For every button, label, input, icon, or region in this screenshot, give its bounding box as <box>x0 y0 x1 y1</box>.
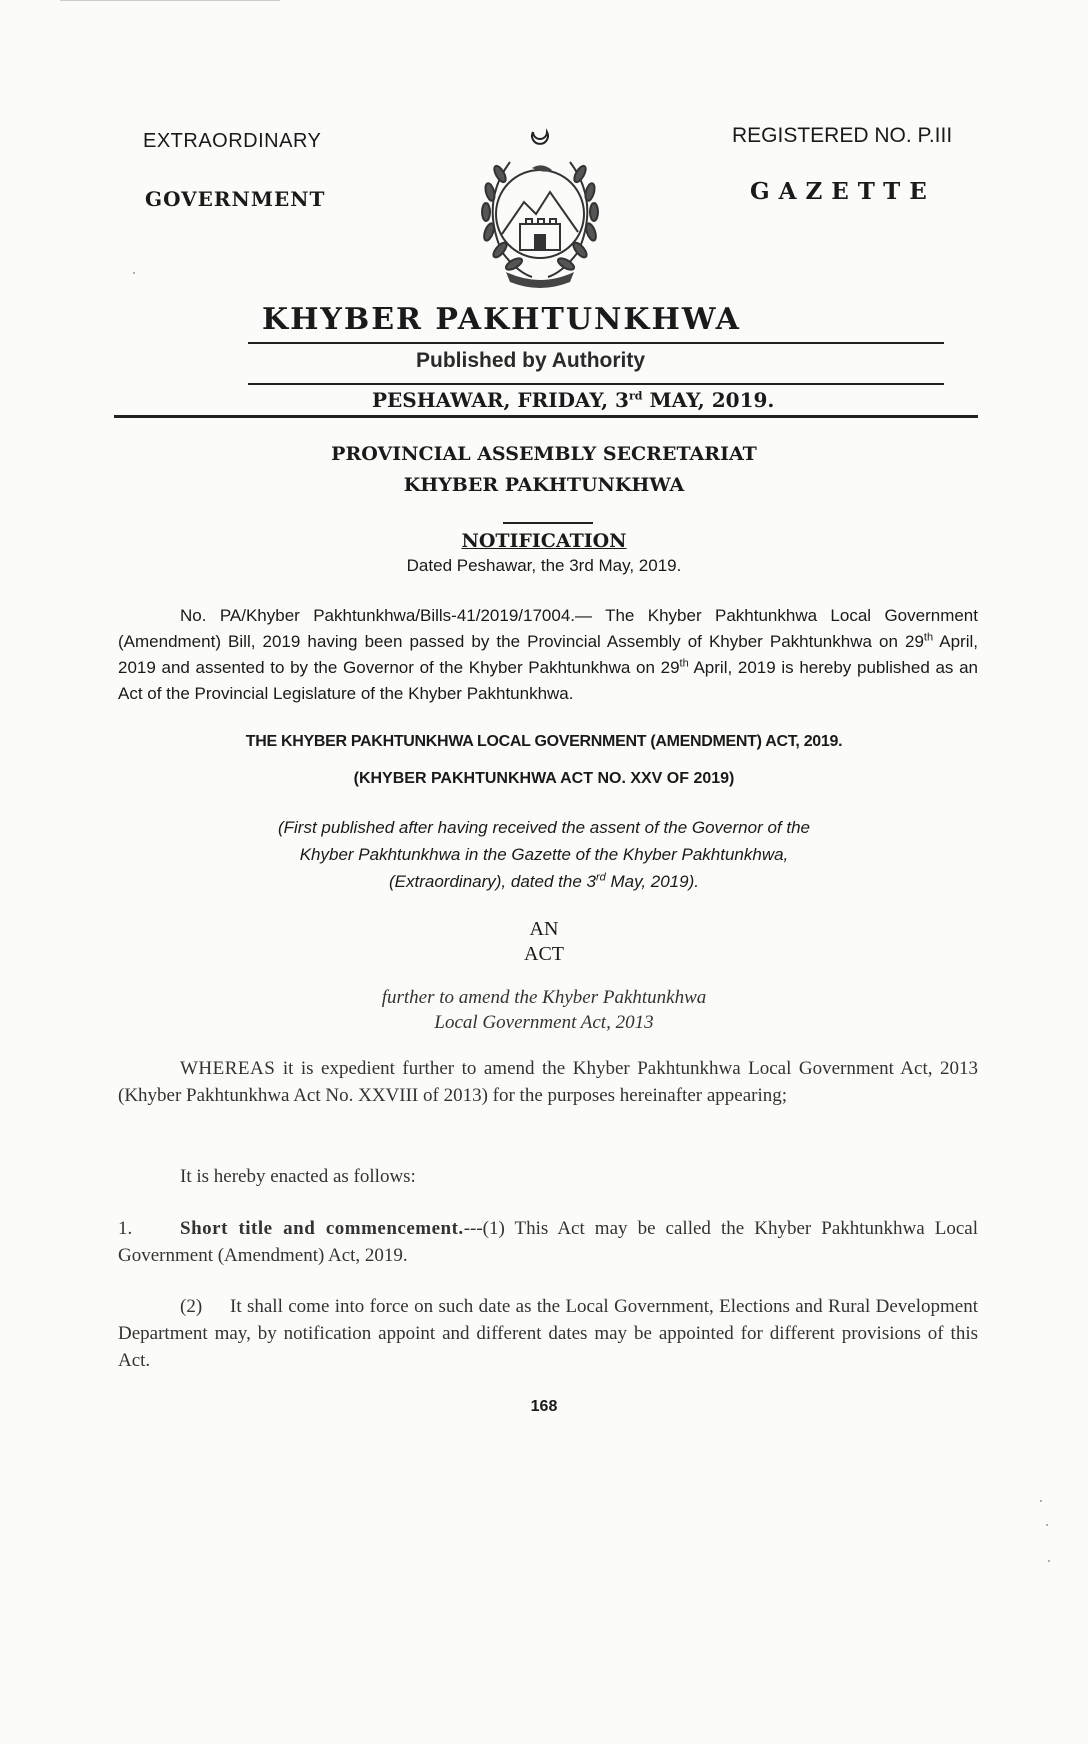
notification-text-2: April, 2019 and assented to by the Governor of the Khyber Pakhtunkhwa on 29 <box>118 632 978 677</box>
publication-date <box>372 388 774 412</box>
act-purpose-line-1: further to amend the Khyber Pakhtunkhwa <box>381 987 707 1008</box>
whereas-text: it is expedient further to amend the Khyber Pakhtunkhwa Local Government Act, 2013 (Khyber Pakhtunkhwa Act No. XXVIII of 2013) for the purposes hereinafter appearing; <box>118 1058 978 1106</box>
date-prefix: PESHAWAR, FRIDAY, 3 <box>372 388 629 412</box>
gazette-label: GAZETTE <box>750 178 936 205</box>
khyber-pakhtunkhwa-emblem-icon <box>462 122 618 292</box>
section-1-paragraph <box>118 1215 978 1269</box>
masthead-rule-top <box>248 342 944 344</box>
masthead-rule-middle <box>248 383 944 385</box>
section-1-2-paragraph <box>118 1293 978 1374</box>
registered-number: REGISTERED NO. P.III <box>732 124 953 147</box>
notification-sup-2: th <box>679 657 689 670</box>
government-label: GOVERNMENT <box>145 187 326 211</box>
section-1-2-number: (2) <box>180 1296 203 1317</box>
whereas-paragraph <box>118 1055 978 1109</box>
notification-sup-1: th <box>923 631 934 644</box>
secretariat-line-1: PROVINCIAL ASSEMBLY SECRETARIAT <box>331 443 757 465</box>
act-number: (KHYBER PAKHTUNKHWA ACT NO. XXV OF 2019) <box>353 770 735 787</box>
publication-note-sup: rd <box>595 871 606 884</box>
publication-note-text-a: (Extraordinary), dated the 3 <box>389 872 596 891</box>
publication-note-line-3 <box>0 872 1088 892</box>
notification-text-1: No. PA/Khyber Pakhtunkhwa/Bills-41/2019/17004.— The Khyber Pakhtunkhwa Local Government (Amendment) Bill, 2019 having been passed by the Provincial Assembly of Khyber Pakhtunkhwa on 29 <box>118 606 978 651</box>
scan-speck-3 <box>1046 1524 1048 1526</box>
scan-speck-1 <box>133 272 135 274</box>
extraordinary-label: EXTRAORDINARY <box>143 130 322 152</box>
publication-note-text-b: May, 2019). <box>605 872 699 891</box>
masthead-title: KHYBER PAKHTUNKHWA <box>262 302 741 337</box>
act-act: ACT <box>524 943 564 965</box>
act-purpose-line-2: Local Government Act, 2013 <box>434 1012 654 1033</box>
section-1-text: ---(1) This Act may be called the Khyber Pakhtunkhwa Local Government (Amendment) Act, 2019. <box>118 1218 978 1266</box>
enacted-line: It is hereby enacted as follows: <box>180 1166 416 1187</box>
publication-note-line-1: (First published after having received the assent of the Governor of the <box>277 818 810 837</box>
section-1-2-text: It shall come into force on such date as the Local Government, Elections and Rural Development Department may, by notification appoint and different dates may be appointed for different provisions of this Act. <box>118 1296 978 1371</box>
section-1-number: 1. <box>118 1218 133 1239</box>
secretariat-line-2: KHYBER PAKHTUNKHWA <box>403 474 685 496</box>
scan-edge-mark <box>60 0 280 1</box>
masthead-rule-bottom <box>114 415 978 418</box>
act-title: THE KHYBER PAKHTUNKHWA LOCAL GOVERNMENT (AMENDMENT) ACT, 2019. <box>245 733 843 750</box>
scan-speck-2 <box>1040 1500 1042 1502</box>
notification-overline <box>503 522 593 524</box>
notification-paragraph <box>118 603 978 707</box>
date-suffix: MAY, 2019. <box>642 388 775 412</box>
notification-text-3: April, 2019 is hereby published as an Act of the Provincial Legislature of the Khyber Pakhtunkhwa. <box>118 658 978 703</box>
scan-speck-4 <box>1048 1560 1050 1562</box>
notification-dated: Dated Peshawar, the 3rd May, 2019. <box>406 556 682 575</box>
publication-note-line-2: Khyber Pakhtunkhwa in the Gazette of the Khyber Pakhtunkhwa, <box>299 845 789 864</box>
whereas-lead: WHEREAS <box>180 1058 276 1079</box>
notification-heading: NOTIFICATION <box>461 530 627 552</box>
date-sup: rd <box>628 389 643 403</box>
section-1-heading: Short title and commencement. <box>180 1218 464 1239</box>
published-by-authority: Published by Authority <box>416 349 646 372</box>
page-number: 168 <box>530 1398 558 1415</box>
act-an: AN <box>529 918 559 940</box>
